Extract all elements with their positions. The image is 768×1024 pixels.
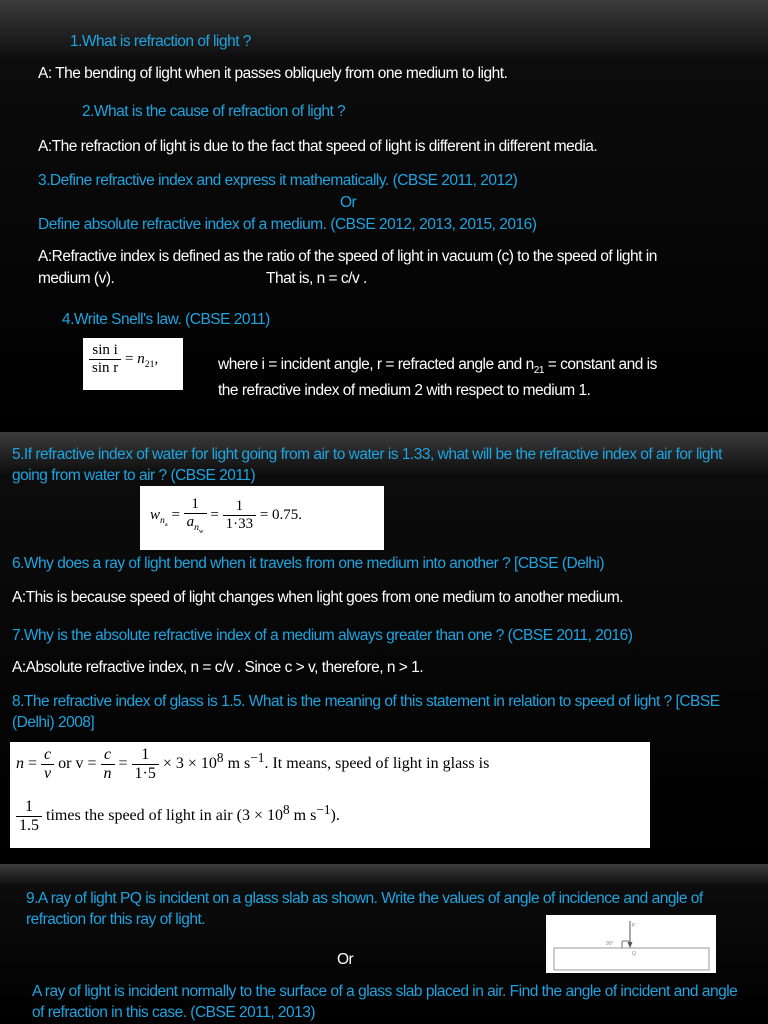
- formula-8-eq-1: =: [28, 755, 38, 773]
- answer-3-line-2b: That is, n = c/v .: [266, 270, 367, 287]
- formula-5-lhs: w: [150, 506, 161, 523]
- answer-4-line-2: the refractive index of medium 2 with respect to medium 1.: [218, 382, 591, 399]
- formula-8-c2: c: [101, 746, 115, 765]
- question-5: 5.If refractive index of water for light going from air to water is 1.33, what will be the refractive index of air for light going from water to air ? (CBSE 2011): [12, 446, 722, 484]
- formula-8-unit-exp: −1: [250, 749, 265, 765]
- formula-8-rest: . It means, speed of light in glass is: [264, 755, 490, 773]
- svg-text:Q: Q: [632, 951, 636, 957]
- slide-1: [0, 0, 768, 432]
- answer-3-line-2a: medium (v).: [38, 270, 115, 287]
- answer-1: A: The bending of light when it passes obliquely from one medium to light.: [38, 65, 508, 82]
- question-9: 9.A ray of light PQ is incident on a glass slab as shown. Write the values of angle of incidence and angle of refraction for this ray of light.: [26, 890, 703, 928]
- formula-8-exp: 8: [216, 749, 224, 765]
- formula-5-den-2: 1·33: [225, 515, 254, 532]
- glass-slab-diagram: [546, 915, 716, 973]
- snell-n: n: [137, 350, 145, 367]
- or-separator: Or: [340, 194, 357, 211]
- formula-8-times: × 3 × 10: [162, 755, 217, 773]
- formula-5-eq-2: =: [210, 506, 219, 523]
- snell-comma: ,: [154, 350, 159, 367]
- svg-text:90°: 90°: [606, 941, 614, 947]
- formula-5-num-1: 1: [184, 496, 207, 514]
- answer-4-line-1: [218, 354, 657, 381]
- formula-8-line2-num: 1: [16, 798, 42, 817]
- formula-8-line2-exp: 8: [282, 801, 290, 817]
- formula-8-line2-den: 1.5: [19, 817, 39, 834]
- answer-6: A:This is because speed of light changes when light goes from one medium to another medium.: [12, 589, 624, 606]
- or-separator-2: Or: [337, 951, 354, 968]
- formula-5-lhs-sub: n: [160, 514, 165, 526]
- answer-4-pre: where i = incident angle, r = refracted angle and n: [218, 356, 534, 373]
- formula-5-den-1-sub: n: [194, 522, 200, 533]
- formula-8-eq-2: =: [118, 755, 128, 773]
- snell-n-subscript: 21: [144, 358, 155, 370]
- formula-8-v: v: [44, 765, 52, 782]
- question-2: 2.What is the cause of refraction of light ?: [82, 103, 346, 120]
- formula-5-den-1: a: [186, 514, 195, 530]
- slide-2: [0, 432, 768, 864]
- snell-law-formula: [83, 338, 183, 390]
- formula-8-n2: n: [103, 765, 112, 782]
- formula-8-line2-text: times the speed of light in air (3 × 10: [46, 807, 283, 825]
- question-3b: Define absolute refractive index of a medium. (CBSE 2012, 2013, 2015, 2016): [38, 216, 537, 233]
- question-1: 1.What is refraction of light ?: [70, 33, 251, 50]
- formula-8-one: 1: [132, 746, 159, 765]
- formula-8: [10, 742, 650, 848]
- formula-8-one-five: 1·5: [134, 765, 156, 782]
- question-3: 3.Define refractive index and express it mathematically. (CBSE 2011, 2012): [38, 172, 518, 189]
- formula-8-c: c: [41, 746, 54, 765]
- formula-8-line2-unit-exp: −1: [316, 801, 331, 817]
- formula-5-eq-1: =: [171, 506, 180, 523]
- glass-slab-figure: [546, 915, 716, 973]
- formula-8-line2-unit: m s: [289, 807, 317, 825]
- formula-8-n: n: [16, 755, 24, 773]
- question-7: 7.Why is the absolute refractive index of a medium always greater than one ? (CBSE 2011, 2016): [12, 627, 633, 644]
- formula-8-or-v: or v =: [58, 755, 97, 773]
- question-4: 4.Write Snell's law. (CBSE 2011): [62, 311, 270, 328]
- answer-4-subscript: 21: [533, 365, 544, 377]
- formula-5-den-1-subsub: w: [199, 527, 204, 535]
- question-6: 6.Why does a ray of light bend when it travels from one medium into another ? [CBSE (Delhi): [12, 555, 605, 572]
- formula-5-lhs-subsub: a: [164, 520, 168, 528]
- formula-8-line2-end: ).: [330, 807, 340, 825]
- svg-text:P: P: [632, 923, 636, 929]
- formula-8-unit: m s: [223, 755, 251, 773]
- answer-3-line-1: A:Refractive index is defined as the ratio of the speed of light in vacuum (c) to the speed of light in: [38, 248, 657, 265]
- snell-equals: =: [125, 350, 134, 367]
- formula-5-result: = 0.75.: [259, 506, 303, 523]
- slide-3: [0, 864, 768, 1024]
- answer-4-post: = constant and is: [543, 356, 657, 373]
- formula-5-num-2: 1: [223, 498, 257, 516]
- question-9b: A ray of light is incident normally to the surface of a glass slab placed in air. Find the angle of incident and angle of refraction in this case. (CBSE 2011, 2013): [32, 983, 738, 1021]
- question-8: 8.The refractive index of glass is 1.5. What is the meaning of this statement in relation to speed of light ? [CBSE (Delhi) 2008]: [12, 693, 720, 731]
- answer-7: A:Absolute refractive index, n = c/v . Since c > v, therefore, n > 1.: [12, 659, 424, 676]
- formula-5: [140, 486, 384, 550]
- snell-denominator: sin r: [92, 360, 119, 376]
- answer-2: A:The refraction of light is due to the fact that speed of light is different in different media.: [38, 138, 598, 155]
- snell-numerator: sin i: [89, 342, 121, 360]
